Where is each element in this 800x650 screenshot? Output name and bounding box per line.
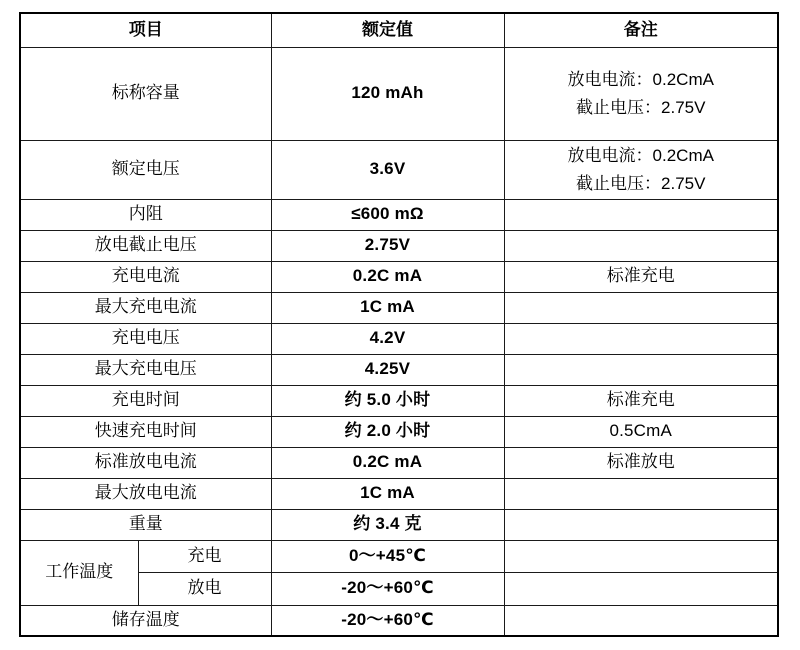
remark-cell: 标准充电 [504, 385, 778, 416]
value-cell: 120 mAh [271, 47, 504, 140]
value-cell: 1C mA [271, 478, 504, 509]
value-cell: 4.25V [271, 354, 504, 385]
table-row [20, 416, 778, 447]
value-cell: 约 3.4 克 [271, 509, 504, 540]
value-cell: -20～+60℃ [271, 605, 504, 636]
remark-cell [504, 199, 778, 230]
item-cell: 标称容量 [20, 47, 271, 140]
item-cell: 快速充电时间 [20, 416, 271, 447]
table-row [20, 447, 778, 478]
remark-cell: 标准充电 [504, 261, 778, 292]
item-cell: 标准放电电流 [20, 447, 271, 478]
value-cell: 4.2V [271, 323, 504, 354]
remark-cell [504, 478, 778, 509]
table-row [20, 47, 778, 140]
item-cell: 充电电压 [20, 323, 271, 354]
value-cell: 2.75V [271, 230, 504, 261]
item-cell: 充电电流 [20, 261, 271, 292]
table-row [20, 540, 778, 572]
remark-cell: 0.5CmA [504, 416, 778, 447]
header-value: 额定值 [271, 13, 504, 47]
table-row [20, 605, 778, 636]
remark-cell [504, 230, 778, 261]
item-cell: 最大充电电压 [20, 354, 271, 385]
header-remark: 备注 [504, 13, 778, 47]
item-cell: 放电截止电压 [20, 230, 271, 261]
item-cell: 储存温度 [20, 605, 271, 636]
item-cell: 最大充电电流 [20, 292, 271, 323]
table-row [20, 323, 778, 354]
remark-cell [504, 47, 778, 140]
group-cell-operating-temperature: 工作温度 [20, 540, 138, 605]
table-row [20, 354, 778, 385]
value-cell: 0.2C mA [271, 447, 504, 478]
remark-line: 放电电流：0.2CmA [567, 145, 714, 165]
remark-cell: 标准放电 [504, 447, 778, 478]
item-cell: 最大放电电流 [20, 478, 271, 509]
item-cell: 额定电压 [20, 140, 271, 199]
remark-cell [504, 605, 778, 636]
table-row [20, 509, 778, 540]
remark-cell [504, 572, 778, 605]
remark-line: 截止电压：2.75V [576, 97, 706, 117]
table-row [20, 199, 778, 230]
value-cell: ≤600 mΩ [271, 199, 504, 230]
remark-cell [504, 292, 778, 323]
value-cell: 0～+45℃ [271, 540, 504, 572]
table-row [20, 140, 778, 199]
table-row [20, 230, 778, 261]
value-cell: 0.2C mA [271, 261, 504, 292]
table-row [20, 261, 778, 292]
item-cell: 充电时间 [20, 385, 271, 416]
remark-cell [504, 509, 778, 540]
remark-line: 截止电压：2.75V [576, 173, 706, 193]
remark-cell [504, 540, 778, 572]
header-row [20, 13, 778, 47]
value-cell: 3.6V [271, 140, 504, 199]
header-item: 项目 [20, 13, 271, 47]
value-cell: 1C mA [271, 292, 504, 323]
value-cell: 约 2.0 小时 [271, 416, 504, 447]
table-row [20, 292, 778, 323]
value-cell: -20～+60℃ [271, 572, 504, 605]
battery-spec-table [19, 12, 779, 637]
remark-line: 放电电流：0.2CmA [567, 69, 714, 89]
item-cell: 内阻 [20, 199, 271, 230]
remark-cell [504, 323, 778, 354]
table-row [20, 478, 778, 509]
item-cell: 重量 [20, 509, 271, 540]
table-row [20, 385, 778, 416]
value-cell: 约 5.0 小时 [271, 385, 504, 416]
remark-cell [504, 354, 778, 385]
subitem-cell: 充电 [138, 540, 271, 572]
subitem-cell: 放电 [138, 572, 271, 605]
remark-cell [504, 140, 778, 199]
